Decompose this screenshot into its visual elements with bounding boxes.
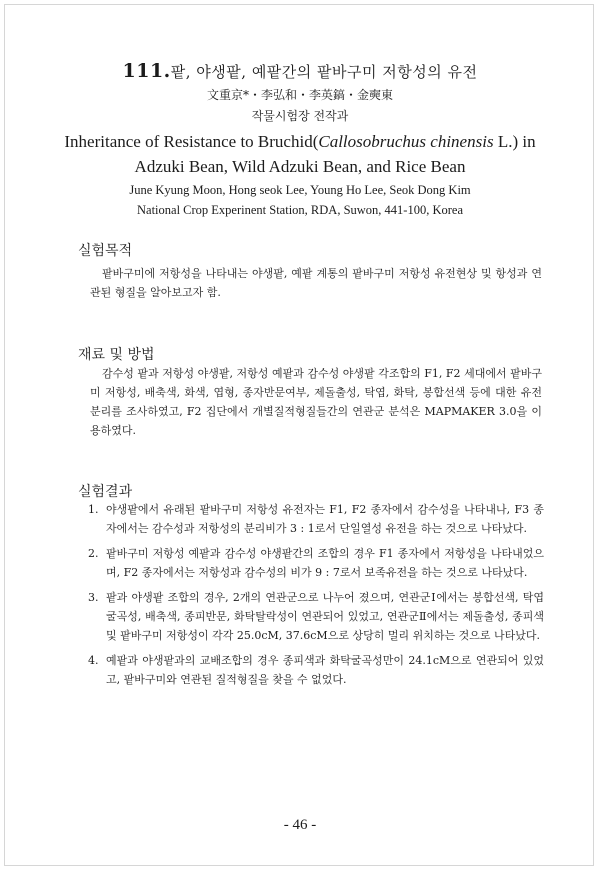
english-title-part-a: Inheritance of Resistance to Bruchid( bbox=[64, 132, 319, 151]
result-item-text: 야생팥에서 유래된 팥바구미 저항성 유전자는 F1, F2 종자에서 감수성을 나타내나, F3 종자에서는 감수성과 저항성의 분리비가 3 : 1로서 단일열성 유전을 하는 것으로 나타났다. bbox=[106, 503, 544, 535]
result-item-text: 팥과 야생팥 조합의 경우, 2개의 연관군으로 나누어 졌으며, 연관군Ⅰ에서는 봉합선색, 탁엽굴곡성, 배축색, 종피반문, 화탁탈락성이 연관되어 있었고, 연관군Ⅱ에서는 제돌출성, 종피색 및 팥바구미 저항성이 각각 25.0cM, 37.6cM으로 상당히 멀리 위치하는 것으로 나타났다. bbox=[106, 591, 544, 642]
methods-paragraph bbox=[90, 364, 542, 440]
result-item-text: 예팥과 야생팥과의 교배조합의 경우 종피색과 화탁굴곡성만이 24.1cM으로 연관되어 있었고, 팥바구미와 연관된 질적형질을 찾을 수 없었다. bbox=[106, 654, 544, 686]
english-title-part-b: L.) in bbox=[493, 132, 536, 151]
species-name: Callosobruchus chinensis bbox=[318, 132, 494, 151]
result-item-number: 2. bbox=[88, 547, 99, 560]
english-title-line2: Adzuki Bean, Wild Adzuki Bean, and Rice Bean bbox=[134, 157, 466, 176]
korean-authors: 文重京*・李弘和・李英鎬・金奭東 bbox=[206, 88, 393, 102]
paper-header bbox=[0, 60, 600, 218]
english-affiliation: National Crop Experinent Station, RDA, Suwon, 441-100, Korea bbox=[137, 203, 463, 217]
objective-heading: 실험목적 bbox=[78, 243, 133, 259]
result-item-number: 3. bbox=[88, 591, 99, 604]
english-title bbox=[0, 129, 600, 179]
result-item-number: 1. bbox=[88, 503, 99, 516]
paper-number: 111. bbox=[122, 60, 171, 82]
result-item bbox=[88, 500, 544, 538]
page-number: - 46 - bbox=[283, 817, 317, 833]
results-list bbox=[88, 500, 544, 695]
objective-paragraph bbox=[90, 264, 542, 302]
result-item-number: 4. bbox=[88, 654, 99, 667]
result-item bbox=[88, 651, 544, 689]
korean-title bbox=[0, 60, 600, 82]
korean-title-text: 팥, 야생팥, 예팥간의 팥바구미 저항성의 유전 bbox=[170, 63, 478, 81]
result-item-text: 팥바구미 저항성 예팥과 감수성 야생팥간의 조합의 경우 F1 종자에서 저항성을 나타내었으며, F2 종자에서는 저항성과 감수성의 비가 9 : 7로서 보족유전을 하는 것으로 나타났다. bbox=[106, 547, 544, 579]
result-item bbox=[88, 544, 544, 582]
methods-heading: 재료 및 방법 bbox=[78, 347, 155, 363]
korean-affiliation: 작물시험장 전작과 bbox=[251, 109, 349, 123]
results-heading: 실험결과 bbox=[78, 484, 133, 500]
result-item bbox=[88, 588, 544, 645]
english-authors: June Kyung Moon, Hong seok Lee, Young Ho Lee, Seok Dong Kim bbox=[129, 183, 471, 197]
methods-text: 감수성 팥과 저항성 야생팥, 저항성 예팥과 감수성 야생팥 각조합의 F1, F2 세대에서 팥바구미 저항성, 배축색, 화색, 엽형, 종자반문여부, 제돌출성, 탁엽, 화탁, 봉합선색 등에 대한 유전분리를 조사하였고, F2 집단에서 개별질적형질들간의 연관군 분석은 MAPMAKER 3.0을 이용하였다. bbox=[90, 367, 542, 437]
objective-text: 팥바구미에 저항성을 나타내는 야생팥, 예팥 계통의 팥바구미 저항성 유전현상 및 항성과 연관된 형질을 알아보고자 함. bbox=[90, 267, 542, 299]
